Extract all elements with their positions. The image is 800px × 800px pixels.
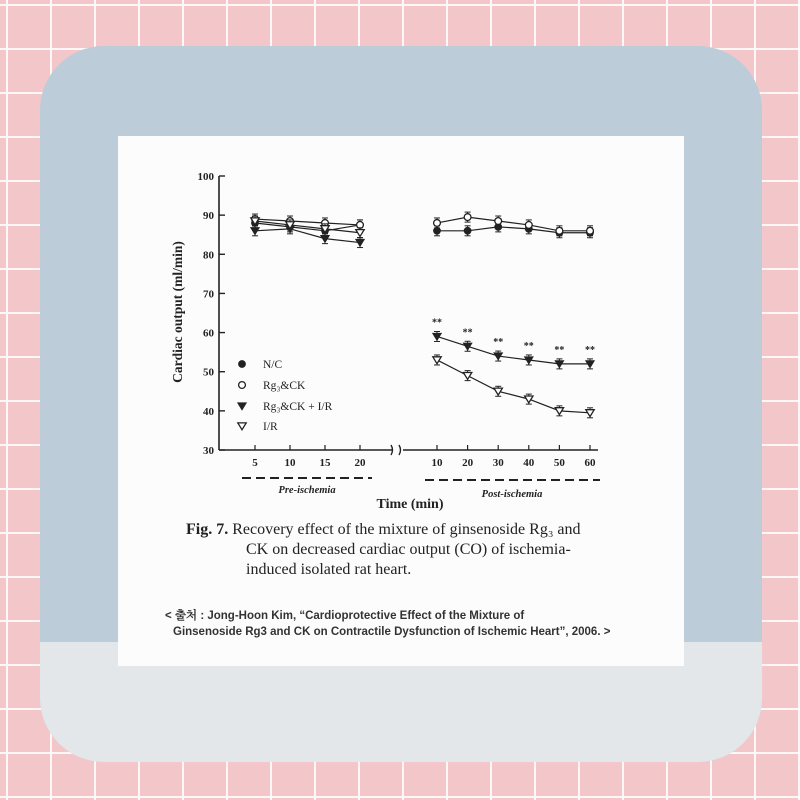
y-tick-label: 70	[203, 288, 214, 301]
y-tick-label: 60	[203, 327, 214, 340]
axis-break-mark	[391, 445, 401, 455]
x-tick-label: 10	[284, 457, 296, 469]
x-tick-label: 10	[431, 457, 443, 469]
significance-label: **	[432, 317, 442, 329]
legend-marker	[239, 361, 246, 368]
series-line-post	[437, 217, 590, 231]
x-tick-label: 50	[553, 457, 565, 469]
caption-lead: Fig. 7.	[186, 521, 229, 538]
caption-line-1: Recovery effect of the mixture of ginsenoside Rg₃ and	[232, 521, 581, 538]
figure-caption	[186, 520, 656, 580]
significance-label: **	[585, 344, 595, 356]
significance-label: **	[523, 340, 534, 352]
legend-label: I/R	[263, 421, 278, 433]
data-point	[356, 230, 364, 237]
x-tick-label: 20	[354, 457, 366, 469]
x-tick-label: 15	[319, 457, 331, 469]
y-tick-label: 40	[203, 405, 214, 418]
data-point	[495, 218, 502, 225]
legend-label: Rg₃&CK	[263, 380, 306, 392]
y-tick-label: 100	[197, 171, 214, 183]
data-point	[433, 357, 441, 364]
legend-marker	[238, 423, 246, 430]
data-point	[525, 396, 533, 403]
data-point	[556, 227, 563, 234]
data-point	[434, 220, 441, 227]
series-line-post	[437, 360, 590, 413]
x-tick-label: 40	[523, 457, 535, 469]
y-tick-label: 50	[203, 366, 214, 379]
series-line-post	[437, 336, 590, 363]
data-point	[356, 239, 364, 246]
legend-marker	[238, 403, 246, 410]
x-axis-label: Time (min)	[376, 497, 444, 512]
significance-label: **	[462, 327, 473, 339]
caption-line-3: induced isolated rat heart.	[246, 561, 412, 578]
data-point	[464, 214, 471, 221]
significance-label: **	[493, 337, 504, 349]
segment-label-post: Post-ischemia	[481, 489, 543, 500]
data-point	[525, 222, 532, 229]
data-point	[587, 227, 594, 234]
x-tick-label: 20	[462, 457, 474, 469]
y-tick-label: 30	[203, 445, 214, 457]
data-point	[464, 227, 471, 234]
source-line-2: Ginsenoside Rg3 and CK on Contractile Dysfunction of Ischemic Heart”, 2006. >	[173, 626, 611, 638]
series-line-pre	[255, 219, 360, 225]
series-line-pre	[255, 221, 360, 233]
x-tick-label: 30	[492, 457, 504, 469]
chart-labels	[170, 241, 542, 512]
source-citation	[165, 608, 665, 640]
legend-label: Rg₃&CK + I/R	[263, 401, 333, 413]
x-tick-label: 5	[252, 457, 258, 469]
chart-legend	[238, 359, 333, 433]
x-tick-label: 60	[584, 457, 596, 469]
legend-label: N/C	[263, 359, 283, 371]
data-point	[463, 372, 471, 379]
segment-label-pre: Pre-ischemia	[278, 485, 336, 496]
legend-marker	[239, 382, 246, 389]
source-line-1: < 출처 : Jong-Hoon Kim, “Cardioprotective Effect of the Mixture of	[165, 610, 525, 622]
caption-line-2: CK on decreased cardiac output (CO) of ischemia-	[246, 541, 571, 558]
significance-label: **	[554, 344, 565, 356]
y-tick-label: 90	[203, 210, 214, 223]
y-axis-label: Cardiac output (ml/min)	[170, 241, 185, 383]
series-line-post	[437, 227, 590, 233]
y-tick-label: 80	[203, 249, 214, 262]
